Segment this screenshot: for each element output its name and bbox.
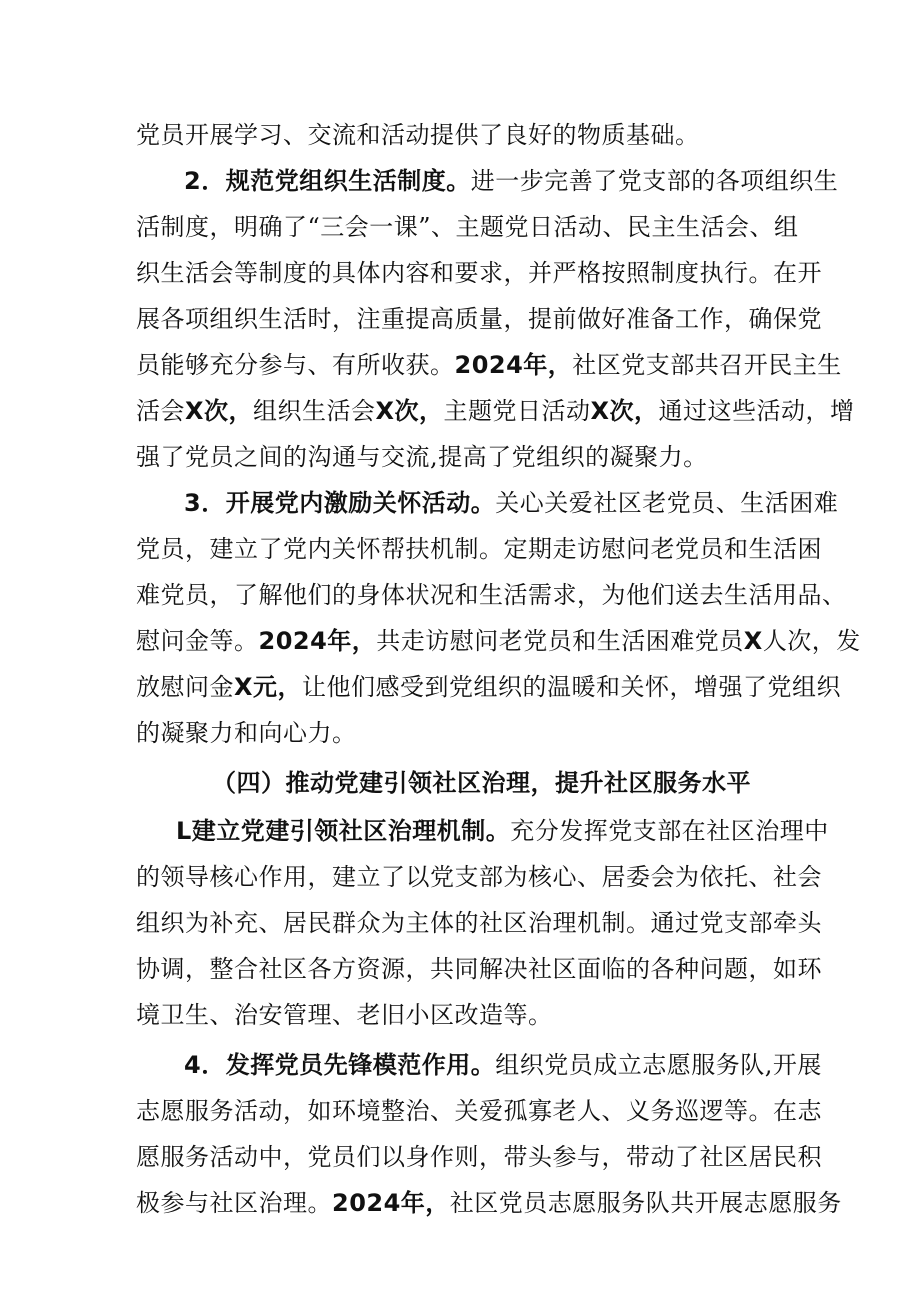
body-text: 活会 [136,397,185,425]
body-text: 组织生活会 [253,397,376,425]
bold-text: 2024年， [454,351,573,379]
bold-text: 3．开展党内激励关怀活动。 [184,489,496,517]
body-text: 组织党员成立志愿服务队,开展 [495,1051,822,1079]
text-line [0,534,920,564]
text-line [0,1000,920,1030]
body-text: 志愿服务活动，如环境整治、关爱孤寡老人、义务巡逻等。在志 [136,1097,822,1125]
body-text: 关心关爱社区老党员、生活困难 [495,489,839,517]
text-line [0,442,920,472]
bold-text: X次， [590,397,659,425]
text-line [0,258,920,288]
bold-text: X次， [375,397,444,425]
body-text: 组织为补充、居民群众为主体的社区治理机制。通过党支部牵头 [136,909,822,937]
section-item-1 [0,816,920,846]
bold-text: X次， [185,397,254,425]
text-line [0,212,920,242]
bold-text: X [743,627,763,655]
section-item-4 [0,1050,920,1080]
section-item-2 [0,166,920,196]
bold-text: 4．发挥党员先锋模范作用。 [184,1051,496,1079]
text-line [0,626,920,656]
text-line [0,580,920,610]
text-line [0,954,920,984]
text-line [0,1188,920,1218]
body-text: 的凝聚力和向心力。 [136,719,357,747]
text-line [0,718,920,748]
body-text: 通过这些活动，增 [658,397,855,425]
body-text: 社区党支部共召开民主生 [572,351,842,379]
bold-text: 2024年， [332,1189,450,1217]
text-line [0,350,920,380]
body-text: 主题党日活动 [443,397,591,425]
body-text: 境卫生、治安管理、老旧小区改造等。 [136,1001,553,1029]
bold-text: （四）推动党建引领社区治理，提升社区服务水平 [212,769,751,797]
bold-text: L建立党建引领社区治理机制。 [176,817,511,845]
body-text: 党员，建立了党内关怀帮扶机制。定期走访慰问老党员和生活困 [136,535,822,563]
body-text: 共走访慰问老党员和生活困难党员 [376,627,744,655]
body-text: 协调，整合社区各方资源，共同解决社区面临的各种问题，如环 [136,955,822,983]
text-line [0,1142,920,1172]
text-line [0,304,920,334]
body-text: 人次，发 [762,627,861,655]
body-text: 进一步完善了党支部的各项组织生 [470,167,839,195]
body-text: 强了党员之间的沟通与交流,提高了党组织的凝聚力。 [136,443,708,471]
bold-text: 2024年， [258,627,377,655]
body-text: 员能够充分参与、有所收获。 [136,351,455,379]
bold-text: 2．规范党组织生活制度。 [184,167,471,195]
bold-text: X元， [234,673,303,701]
text-line [0,396,920,426]
body-text: 的领导核心作用，建立了以党支部为核心、居委会为依托、社会 [136,863,822,891]
body-text: 充分发挥党支部在社区治理中 [510,817,829,845]
body-text: 极参与社区治理。 [136,1189,332,1217]
body-text: 社区党员志愿服务队共开展志愿服务 [449,1189,842,1217]
text-line [0,120,920,150]
section-heading [0,768,920,798]
text-line [0,1096,920,1126]
body-text: 放慰问金 [136,673,234,701]
body-text: 党员开展学习、交流和活动提供了良好的物质基础。 [136,121,700,149]
body-text: 织生活会等制度的具体内容和要求，并严格按照制度执行。在开 [136,259,822,287]
body-text: 难党员，了解他们的身体状况和生活需求，为他们送去生活用品、 [136,581,847,609]
text-line [0,672,920,702]
body-text: 展各项组织生活时，注重提高质量，提前做好准备工作，确保党 [136,305,822,333]
text-line [0,908,920,938]
body-text: 让他们感受到党组织的温暖和关怀，增强了党组织 [302,673,842,701]
body-text: 活制度，明确了“三会一课”、主题党日活动、民主生活会、组 [136,213,799,241]
section-item-3 [0,488,920,518]
body-text: 愿服务活动中，党员们以身作则，带头参与，带动了社区居民积 [136,1143,822,1171]
body-text: 慰问金等。 [136,627,259,655]
text-line [0,862,920,892]
